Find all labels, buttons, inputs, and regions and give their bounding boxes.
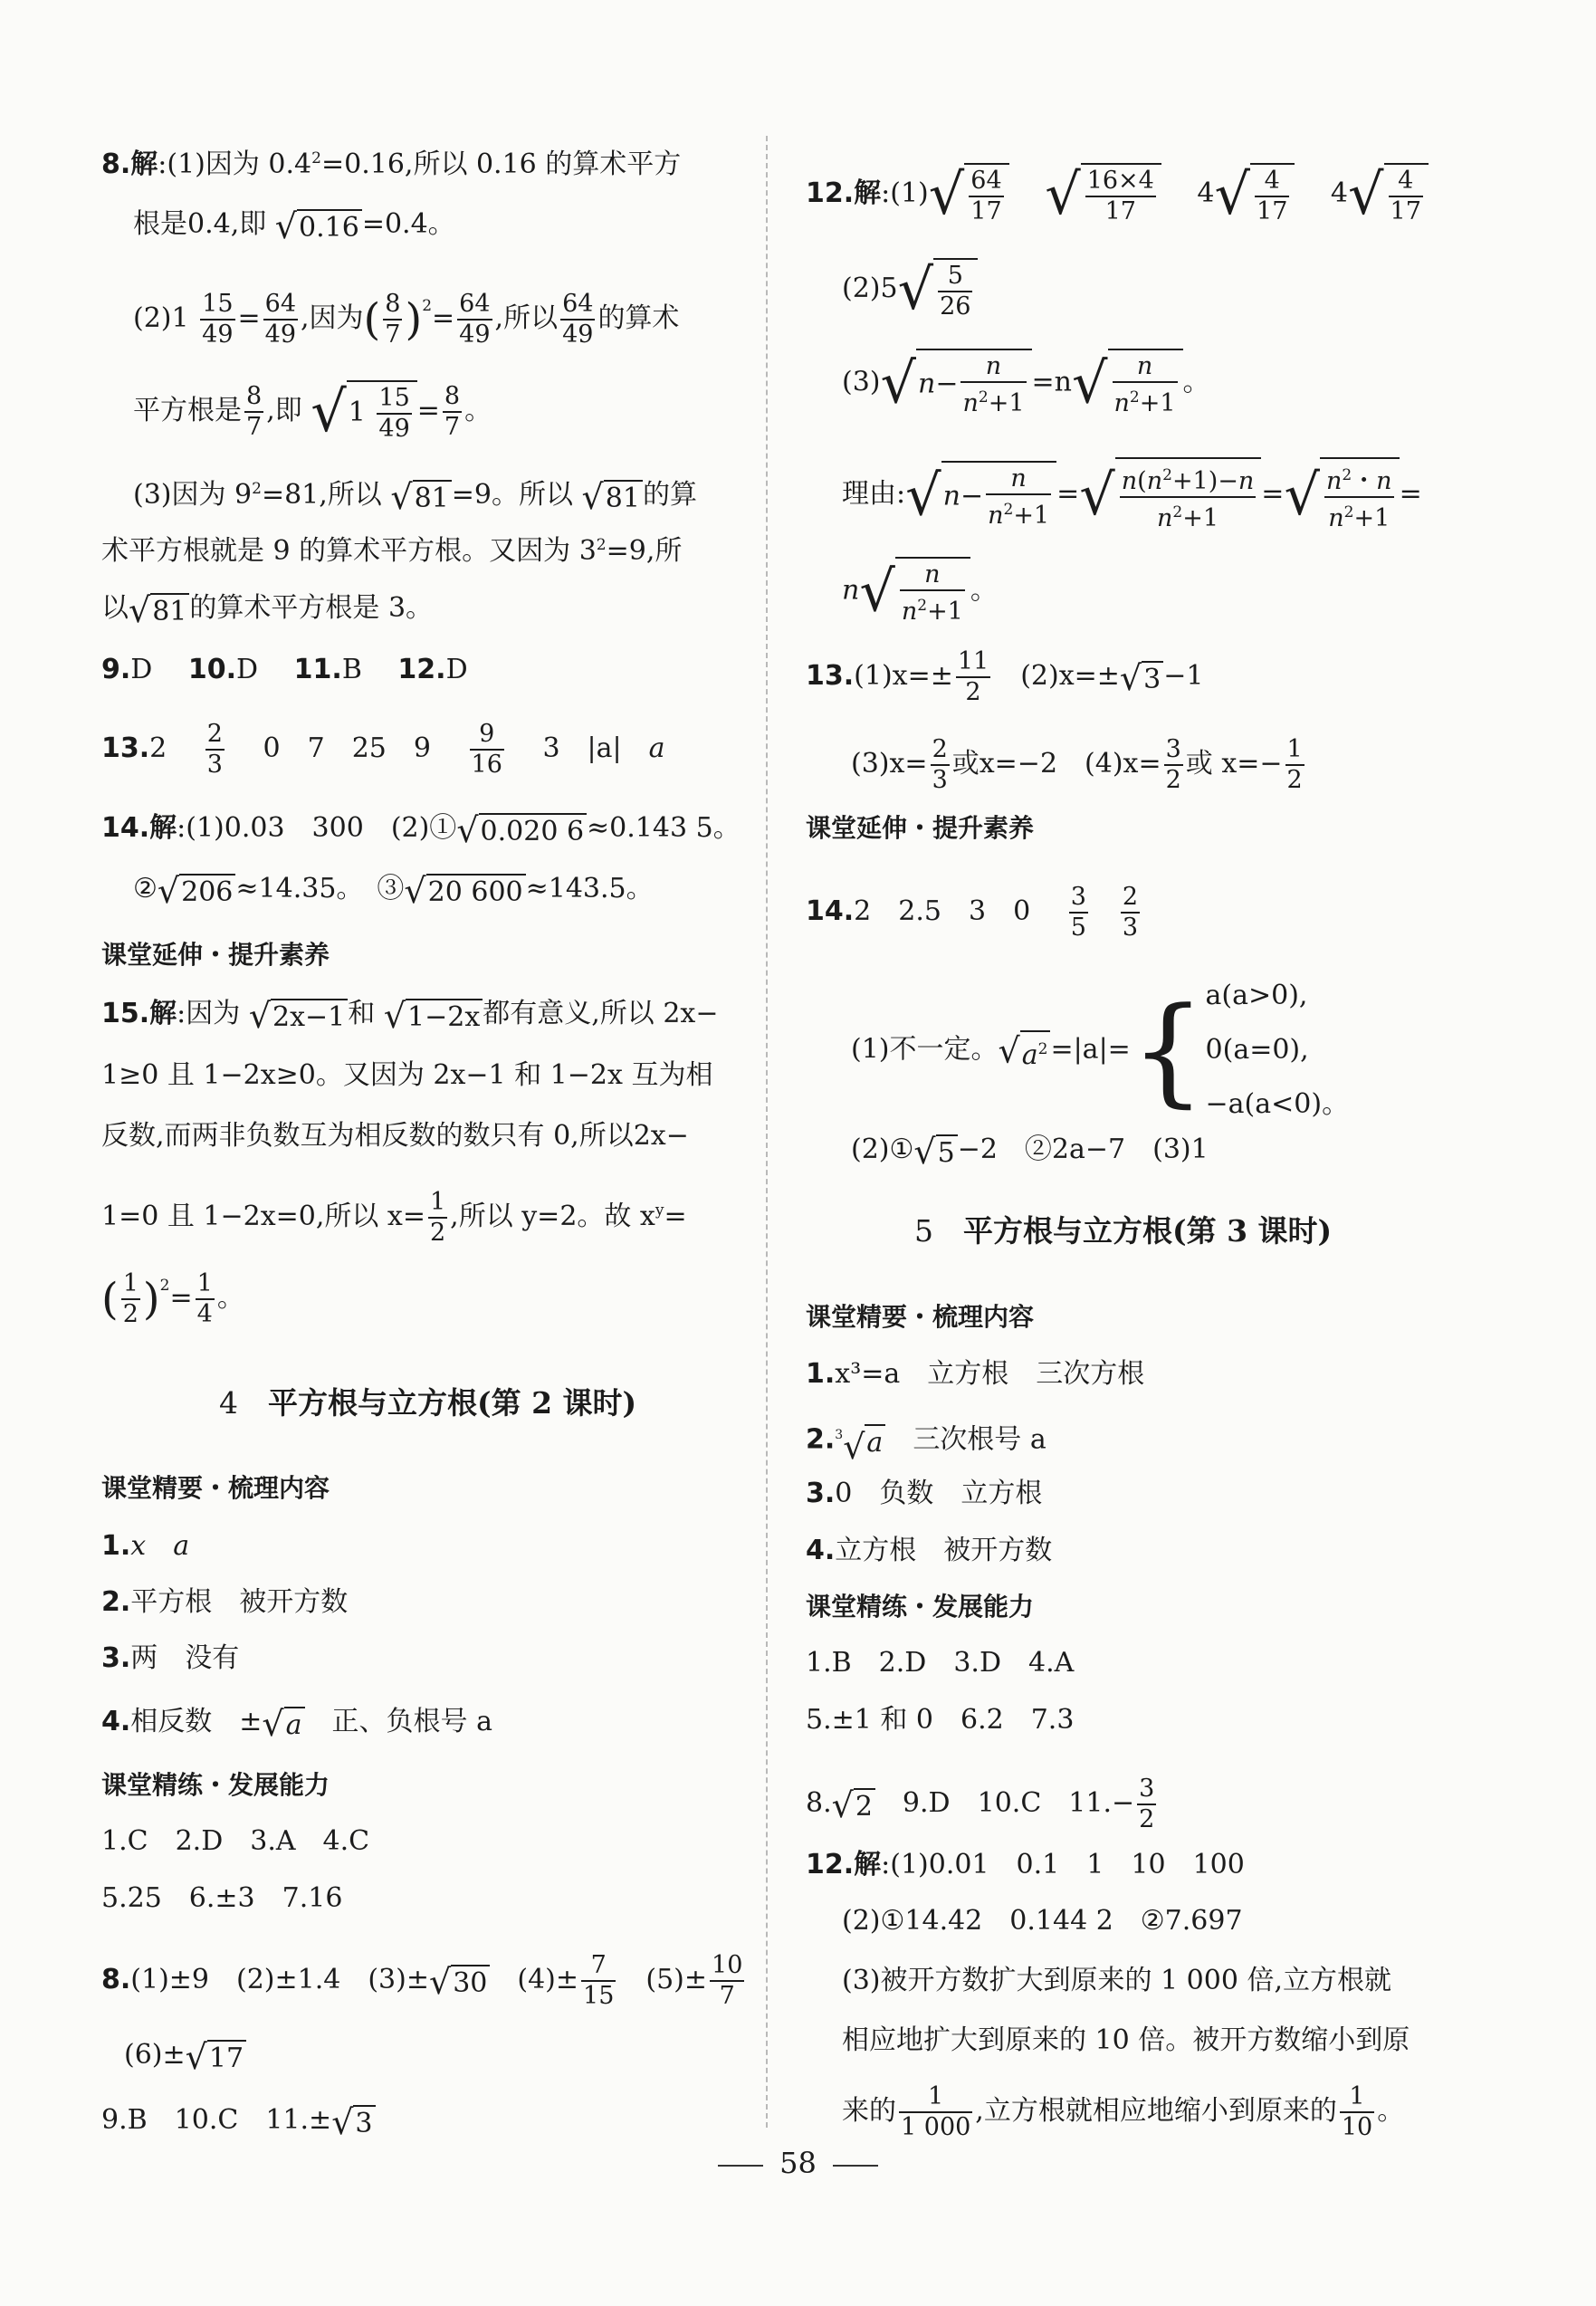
- c-item-2: 2.平方根 被开方数: [101, 1586, 349, 1618]
- answers-8-11: 8.√2 9.D 10.C 11.− $\frac{3}{2}$: [806, 1775, 1155, 1833]
- q8-line-6: 术平方根就是 9 的算术平方根。又因为 $3^2=9$,所: [101, 535, 683, 567]
- c-item-1: 1.x a: [101, 1530, 190, 1562]
- q14-line-3: (2)①√5 −2 ②2a−7 (3)1: [851, 1131, 1209, 1172]
- q12-line-1: 12.解:(1)√ $\frac{64}{17}$ √ $\frac{16\times 4}{17}$ 4√ $\frac{4}{17}$ 4√ $\frac{4}{17}$: [806, 163, 1429, 226]
- q8-line-5: (3)因为 $9^2=81$,所以 √81 =9。所以 √81 的算: [133, 476, 697, 517]
- q12-line-3: (3)√n− $\frac{n}{n^2+1}$ =n√ $\frac{n}{n^2+1}$ 。: [842, 349, 1210, 417]
- c-item-3: 3.两 没有: [101, 1642, 240, 1674]
- q12b-line-1: 12.解:(1)0.01 0.1 1 10 100: [806, 1849, 1245, 1880]
- c-item-4: 4.立方根 被开方数: [806, 1535, 1053, 1566]
- q15-line-3: 反数,而两非负数互为相反数的数只有 0,所以2x−: [101, 1120, 689, 1152]
- q15-line-4: 1=0 且 1−2x=0,所以 x= $\frac{1}{2}$ ,所以 y=2。故 $x^y=$: [101, 1188, 687, 1247]
- q14-line-2: (1)不一定。$√a^2 =|a|=${ a(a>0), 0(a=0), −a(a<0)。: [851, 980, 1350, 1120]
- q14-line-2: ②√206 ≈14.35。 ③√20 600 ≈143.5。: [133, 870, 654, 911]
- q12-line-4: 理由:√n− $\frac{n}{n^2+1}$ =√ $\frac{n(n^2+1)-n}{n^2+1}$ =√ $\frac{n^2・n}{n^2+1}$ =: [842, 457, 1422, 533]
- section-heading: 课堂延伸・提升素养: [101, 940, 330, 970]
- answers-13: 13.2 $\frac{2}{3}$ 0 7 25 9 $\frac{9}{16}$ 3 |a| a: [101, 720, 665, 779]
- c-item-1: 1.x³=a 立方根 三次方根: [806, 1358, 1145, 1390]
- q12-line-2: (2)5√ $\frac{5}{26}$: [842, 258, 978, 321]
- section-heading: 课堂精要・梳理内容: [101, 1473, 330, 1503]
- q8-line-4: 平方根是 $\frac{8}{7}$ ,即 √1 $\frac{15}{49}$ = $\frac{8}{7}$ 。: [133, 378, 492, 445]
- q14-line-1: 14.解:(1)0.03 300 (2)①√0.020 6 ≈0.143 5。: [101, 809, 741, 850]
- c-item-2: 2.$^3$√a 三次根号 a: [806, 1423, 1046, 1467]
- section-heading: 课堂精要・梳理内容: [806, 1302, 1035, 1332]
- lesson-title-4: 4 平方根与立方根(第 2 课时): [219, 1385, 637, 1421]
- c-item-3: 3.0 负数 立方根: [806, 1478, 1043, 1509]
- q12-line-5: n√ $\frac{n}{n^2+1}$ 。: [842, 558, 998, 626]
- answers-9-11: 9.B 10.C 11.±√3: [101, 2102, 376, 2140]
- lesson-title-5: 5 平方根与立方根(第 3 课时): [914, 1213, 1333, 1249]
- q8-line-2: 根是0.4,即 √0.16 =0.4。: [133, 206, 455, 246]
- q8-line-3: (2)1 $\frac{15}{49}$ = $\frac{64}{49}$ ,因为( $\frac{8}{7}$ )$^2$= $\frac{64}{49}$ ,所以 $\frac{64}{49}$ 的算术: [133, 290, 680, 349]
- answers-1-4: 1.B 2.D 3.D 4.A: [806, 1647, 1075, 1679]
- q8-line-1: 8.解:(1)因为 $0.4^2=0.16$,所以 0.16 的算术平方: [101, 148, 682, 180]
- q12b-line-3: (3)被开方数扩大到原来的 1 000 倍,立方根就: [842, 1965, 1391, 1996]
- sqrt: √0.16: [275, 207, 362, 244]
- q15-line-1: 15.解:因为 √2x−1 和 √1−2x 都有意义,所以 2x−: [101, 995, 719, 1036]
- answers-9-12: 9.D 10.D 11.B 12.D: [101, 654, 468, 685]
- section-heading: 课堂精练・发展能力: [101, 1770, 330, 1800]
- section-heading: 课堂精练・发展能力: [806, 1592, 1035, 1622]
- q12b-line-2: (2)①14.42 0.144 2 ②7.697: [842, 1905, 1243, 1937]
- q15-line-5: ( $\frac{1}{2}$ )$^2$= $\frac{1}{4}$ 。: [101, 1269, 244, 1328]
- q8b-line-1: 8.(1)±9 (2)±1.4 (3)±√30 (4)± $\frac{7}{15}$ (5)± $\frac{10}{7}$: [101, 1951, 743, 2010]
- q12b-line-5: 来的 $\frac{1}{1 000}$ ,立方根就相应地缩小到原来的 $\frac{1}{10}$ 。: [842, 2082, 1405, 2141]
- q13-line-2: (3)x= $\frac{2}{3}$ 或x=−2 (4)x= $\frac{3}{2}$ 或 x=− $\frac{1}{2}$: [851, 735, 1303, 794]
- answers-5-7: 5.25 6.±3 7.16: [101, 1882, 343, 1914]
- q15-line-2: 1≥0 且 1−2x≥0。又因为 2x−1 和 1−2x 互为相: [101, 1059, 713, 1091]
- c-item-4: 4.相反数 ±√a 正、负根号 a: [101, 1703, 492, 1744]
- q14-line-1: 14.2 2.5 3 0 $\frac{3}{5}$ $\frac{2}{3}$: [806, 883, 1139, 942]
- q8b-line-2: (6)±√17: [124, 2037, 246, 2075]
- q12b-line-4: 相应地扩大到原来的 10 倍。被开方数缩小到原: [842, 2024, 1410, 2056]
- q13-line-1: 13.(1)x=± $\frac{11}{2}$ (2)x=±√3 −1: [806, 647, 1204, 706]
- column-divider: [766, 136, 768, 2128]
- answers-1-4: 1.C 2.D 3.A 4.C: [101, 1825, 370, 1857]
- q8-line-7: 以√81 的算术平方根是 3。: [101, 589, 434, 630]
- answers-5-7: 5.±1 和 0 6.2 7.3: [806, 1704, 1075, 1736]
- page-number: 58: [0, 2146, 1596, 2180]
- section-heading: 课堂延伸・提升素养: [806, 813, 1035, 843]
